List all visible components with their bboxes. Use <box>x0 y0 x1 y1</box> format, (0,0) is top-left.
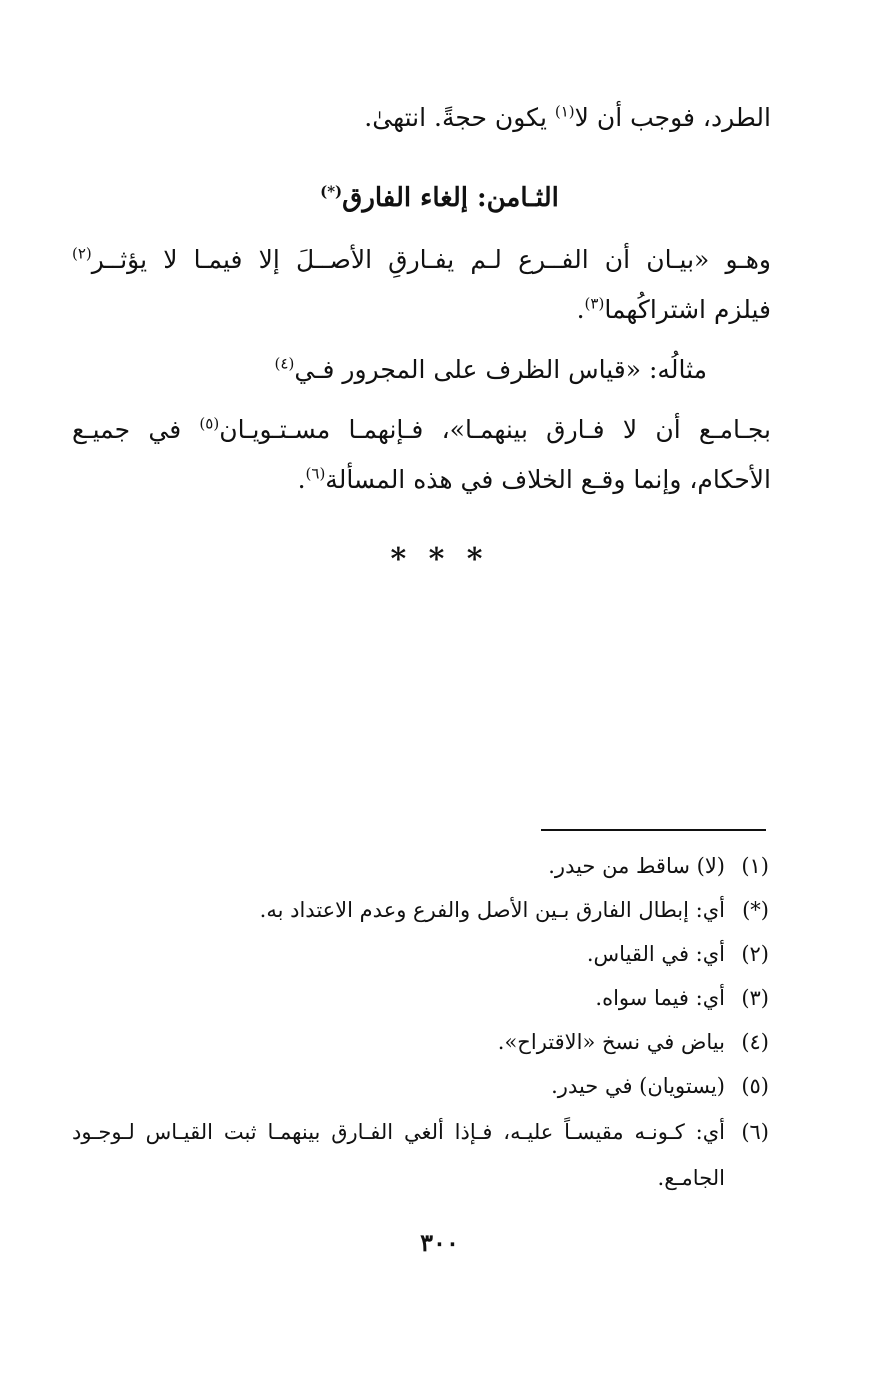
section-heading <box>0 178 879 218</box>
section-separator: * * * <box>390 542 489 577</box>
body-text: يكون حجةً. انتهىٰ. <box>364 103 555 132</box>
footnote-number: (٣) <box>741 986 769 1010</box>
footnote-text: (لا) ساقط من حيدر. <box>548 854 725 878</box>
footnote-text: أي: كـونـه مقيسـاً عليـه، فـإذا ألغي الفـارق بينهمـا ثبت القيـاس لـوجـود <box>72 1120 725 1144</box>
footnote-text: أي: إبطال الفارق بـين الأصل والفرع وعدم الاعتداد به. <box>259 898 725 922</box>
page-number: ٣٠٠ <box>420 1228 459 1257</box>
footnote-item <box>72 1114 769 1150</box>
footnote-ref: (٥) <box>199 414 220 433</box>
footnote-number: (٢) <box>741 942 769 966</box>
footnote-number: (٤) <box>741 1030 769 1054</box>
body-line-5 <box>72 460 771 500</box>
footnote-item <box>72 1024 769 1060</box>
footnote-ref: (٦) <box>305 464 326 483</box>
footnote-continuation: الجامـع. <box>657 1166 725 1190</box>
body-text: وهـو «بيـان أن الفــرع لـم يفـارقِ الأصــلَ إلا فيمـا لا يؤثــر <box>91 245 771 274</box>
footnote-item <box>72 1068 769 1104</box>
footnote-item <box>72 892 769 928</box>
footnote-item <box>72 848 769 884</box>
body-line-2 <box>72 240 771 280</box>
footnote-ref: (٢) <box>72 244 92 263</box>
footnote-ref: (٤) <box>274 354 295 373</box>
body-line-3 <box>72 290 771 330</box>
footnote-ref: (*) <box>320 182 343 201</box>
body-text: الأحكام، وإنما وقـع الخلاف في هذه المسألة <box>325 465 771 494</box>
example-line <box>72 350 707 390</box>
footnote-text: بياض في نسخ «الاقتراح». <box>497 1030 725 1054</box>
body-line-1 <box>72 98 771 138</box>
footnote-number: (١) <box>741 854 769 878</box>
body-line-4 <box>72 410 771 450</box>
footnote-number: (*) <box>742 898 769 922</box>
footnote-number: (٦) <box>741 1120 769 1144</box>
body-text: فيلزم اشتراكُهما <box>604 295 771 324</box>
footnote-text: (يستويان) في حيدر. <box>551 1074 725 1098</box>
footnote-item <box>72 980 769 1016</box>
footnote-number: (٥) <box>741 1074 769 1098</box>
body-text: بجـامـع أن لا فـارق بينهمـا»، فـإنهمـا مسـتـويـان <box>219 415 771 444</box>
heading-text: الثـامن: إلغاء الفارق <box>342 183 559 213</box>
footnote-text: أي: في القياس. <box>586 942 725 966</box>
footnote-ref: (٣) <box>584 294 605 313</box>
body-text: في جميـع <box>72 415 200 444</box>
footnote-text: أي: فيما سواه. <box>595 986 725 1010</box>
body-text: الطرد، فوجب أن لا <box>574 103 771 132</box>
footnote-item <box>72 936 769 972</box>
body-text: مثالُه: «قياس الظرف على المجرور فـي <box>294 355 707 384</box>
footnote-ref: (١) <box>554 102 575 121</box>
body-text: . <box>576 295 585 324</box>
body-text: . <box>297 465 306 494</box>
footnote-divider <box>541 829 766 831</box>
